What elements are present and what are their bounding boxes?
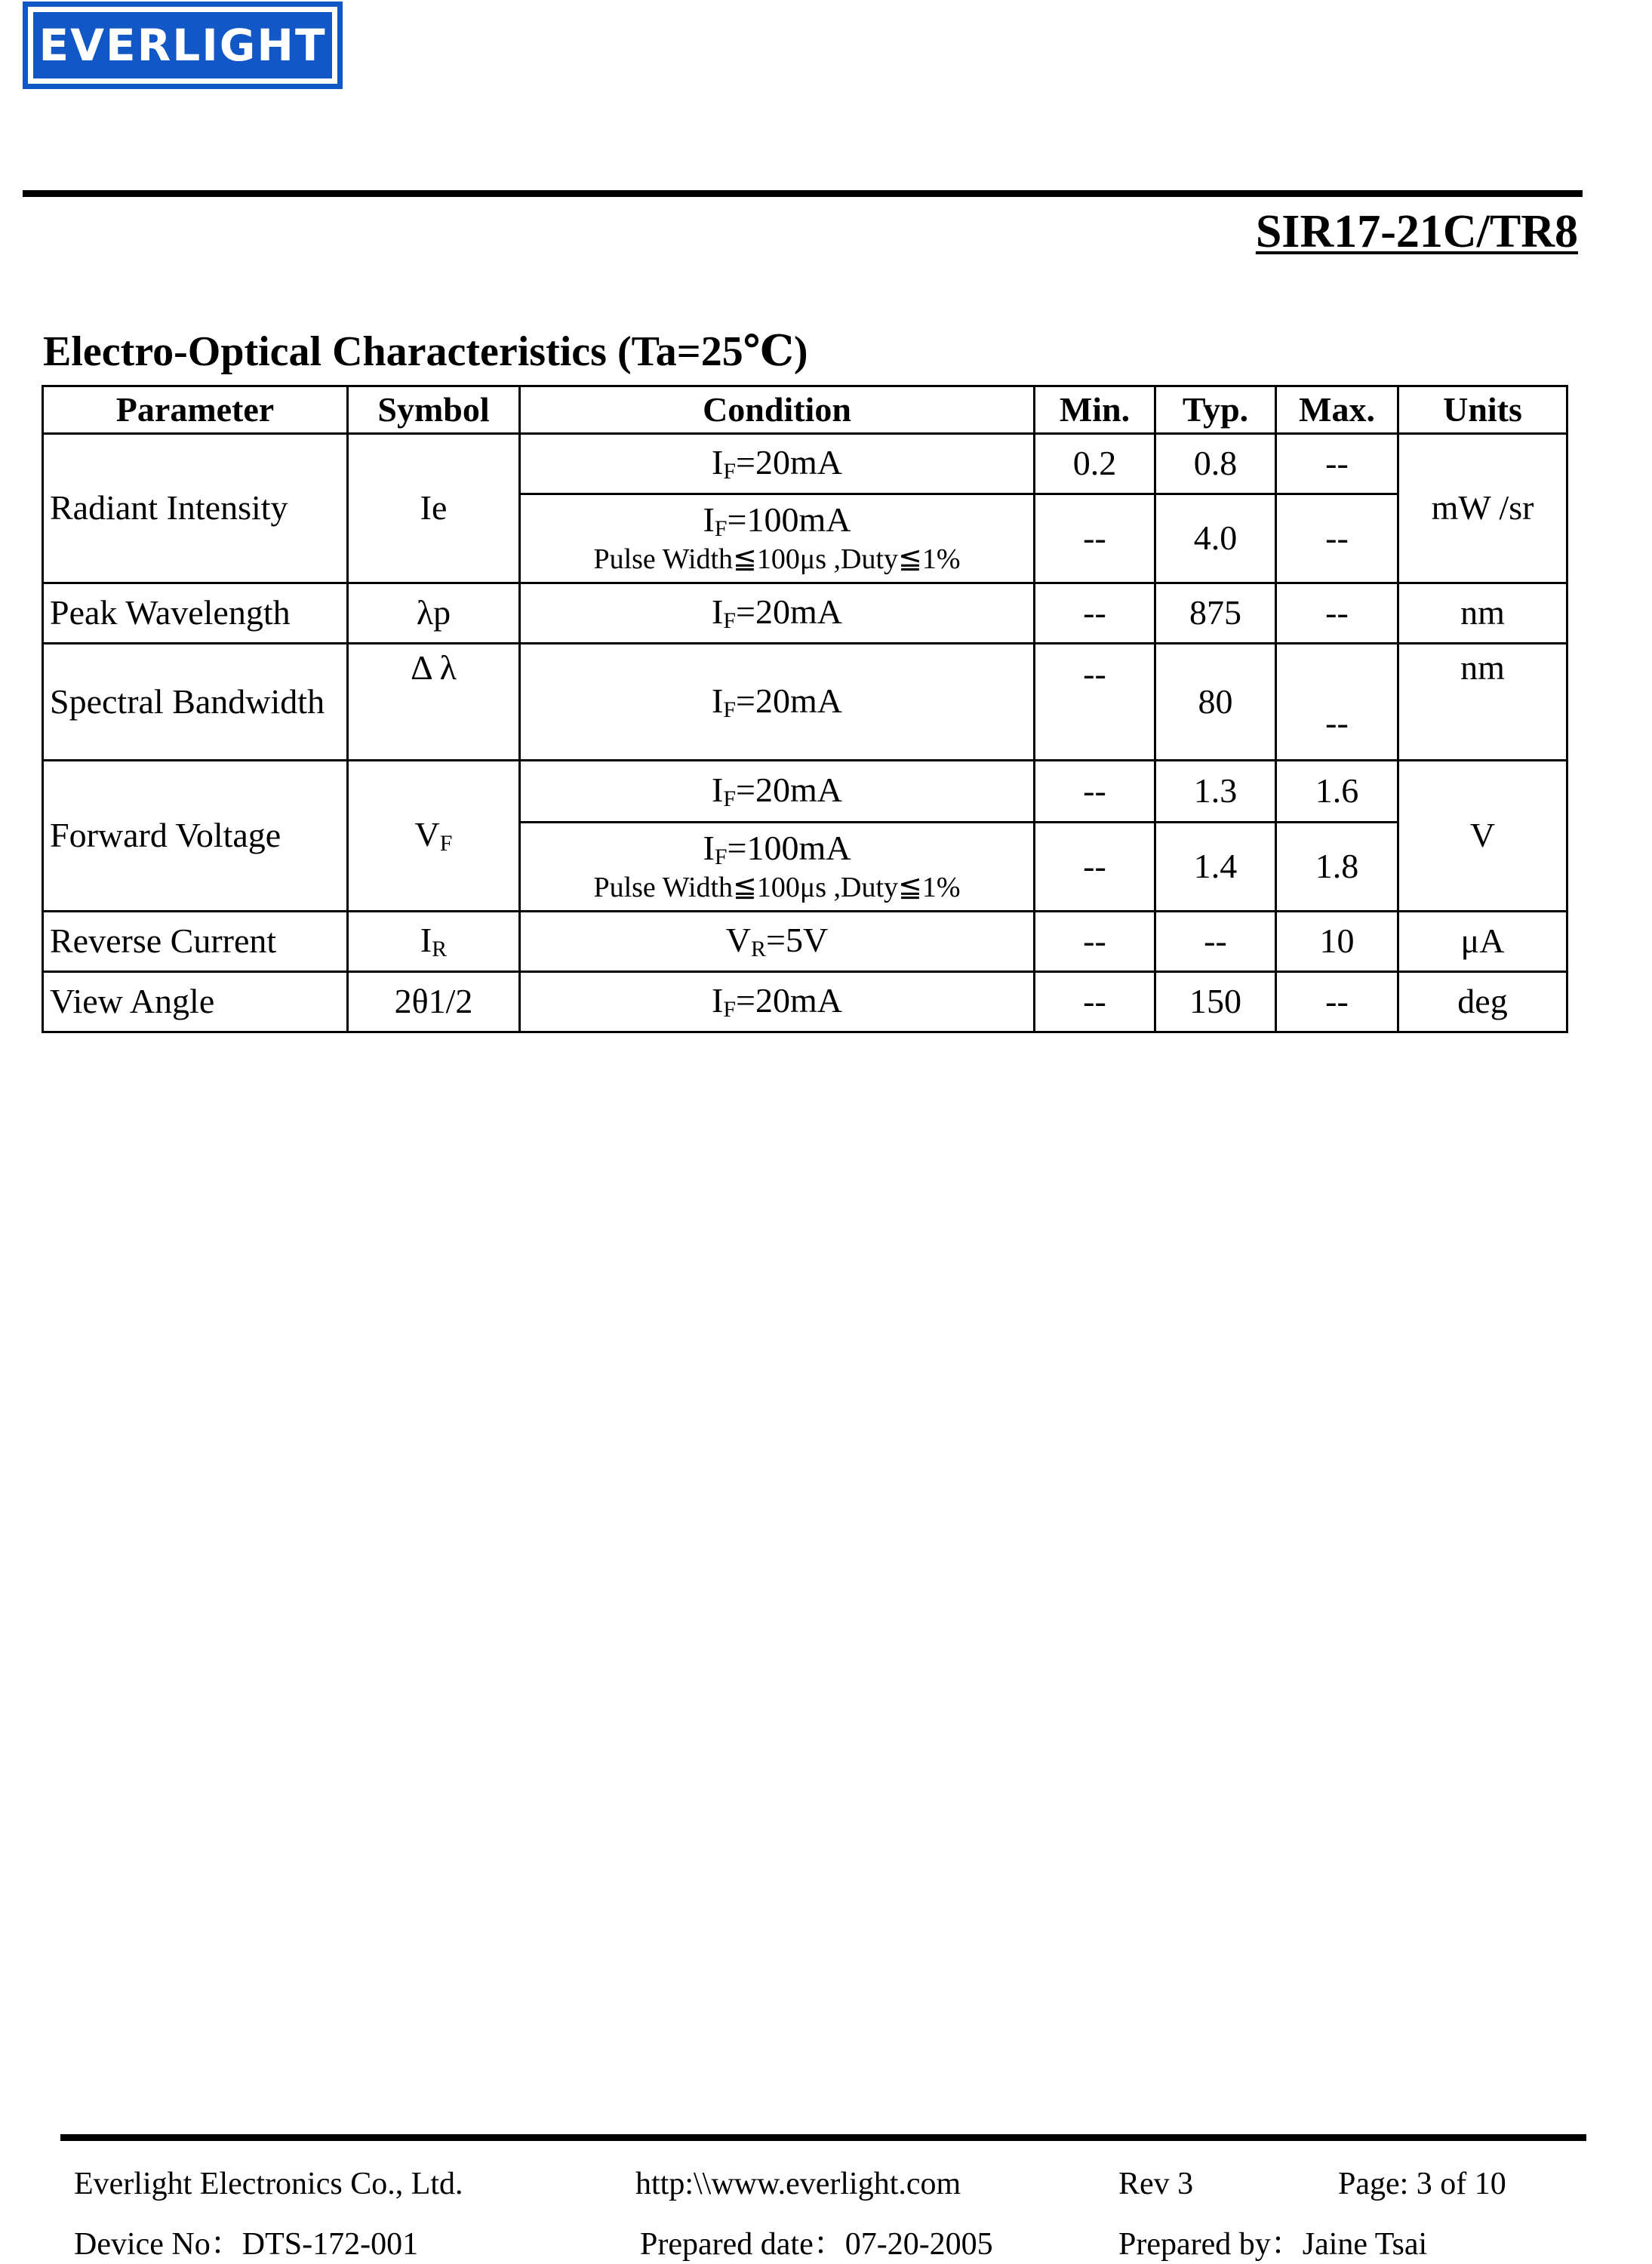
header-parameter: Parameter bbox=[43, 386, 348, 434]
footer-url: http:\\www.everlight.com bbox=[635, 2167, 961, 2201]
everlight-logo bbox=[23, 2, 343, 89]
table-row bbox=[43, 912, 1567, 972]
condition-cell: $I_F=100mA$ Pulse Width≦100μs ,Duty≦1% bbox=[520, 494, 1035, 583]
max-value: 1.8 bbox=[1276, 823, 1398, 912]
characteristics-table bbox=[42, 385, 1568, 1033]
footer-prepared-by: Prepared by：Jaine Tsai bbox=[1118, 2227, 1428, 2262]
min-value: 0.2 bbox=[1035, 434, 1155, 494]
footer-rev: Rev 3 bbox=[1118, 2167, 1194, 2201]
units-value: μA bbox=[1398, 912, 1567, 972]
param-radiant-intensity: Radiant Intensity bbox=[43, 434, 348, 583]
typ-value: 80 bbox=[1155, 644, 1276, 761]
table-row bbox=[43, 761, 1567, 823]
header-rule bbox=[23, 190, 1583, 197]
max-value: -- bbox=[1276, 972, 1398, 1032]
pulse-note: Pulse Width≦100μs ,Duty≦1% bbox=[593, 872, 961, 904]
units-radiant-intensity: mW /sr bbox=[1398, 434, 1567, 583]
footer-prepared-date: Prepared date：07-20-2005 bbox=[640, 2227, 993, 2262]
pulse-note: Pulse Width≦100μs ,Duty≦1% bbox=[593, 543, 961, 576]
condition-cell: $I_F=20mA$ bbox=[520, 644, 1035, 761]
condition-cell: $I_F=20mA$ bbox=[520, 583, 1035, 644]
footer-company: Everlight Electronics Co., Ltd. bbox=[74, 2167, 463, 2201]
max-value: -- bbox=[1276, 644, 1398, 761]
min-value: -- bbox=[1035, 823, 1155, 912]
header-min: Min. bbox=[1035, 386, 1155, 434]
condition-cell: $I_F=100mA$ Pulse Width≦100μs ,Duty≦1% bbox=[520, 823, 1035, 912]
header-units: Units bbox=[1398, 386, 1567, 434]
table-row bbox=[43, 644, 1567, 761]
table-header-row bbox=[43, 386, 1567, 434]
max-value: -- bbox=[1276, 494, 1398, 583]
symbol-forward-voltage: $V_F$ bbox=[348, 761, 520, 912]
units-value: nm bbox=[1398, 644, 1567, 761]
param-view-angle: View Angle bbox=[43, 972, 348, 1032]
typ-value: 1.3 bbox=[1155, 761, 1276, 823]
typ-value: -- bbox=[1155, 912, 1276, 972]
header-symbol: Symbol bbox=[348, 386, 520, 434]
min-value: -- bbox=[1035, 972, 1155, 1032]
header-condition: Condition bbox=[520, 386, 1035, 434]
footer-rule bbox=[60, 2134, 1586, 2141]
condition-cell: $I_F=20mA$ bbox=[520, 972, 1035, 1032]
condition-cell: $I_F=20mA$ bbox=[520, 761, 1035, 823]
condition-cell: $I_F=20mA$ bbox=[520, 434, 1035, 494]
param-reverse-current: Reverse Current bbox=[43, 912, 348, 972]
section-title: Electro-Optical Characteristics (Ta=25℃) bbox=[43, 328, 808, 375]
units-value: deg bbox=[1398, 972, 1567, 1032]
min-value: -- bbox=[1035, 494, 1155, 583]
param-peak-wavelength: Peak Wavelength bbox=[43, 583, 348, 644]
table-row bbox=[43, 434, 1567, 494]
typ-value: 150 bbox=[1155, 972, 1276, 1032]
symbol-view-angle: 2θ1/2 bbox=[348, 972, 520, 1032]
units-forward-voltage: V bbox=[1398, 761, 1567, 912]
param-spectral-bandwidth: Spectral Bandwidth bbox=[43, 644, 348, 761]
typ-value: 1.4 bbox=[1155, 823, 1276, 912]
header-typ: Typ. bbox=[1155, 386, 1276, 434]
typ-value: 875 bbox=[1155, 583, 1276, 644]
max-value: 1.6 bbox=[1276, 761, 1398, 823]
table-row bbox=[43, 972, 1567, 1032]
table-row bbox=[43, 583, 1567, 644]
units-value: nm bbox=[1398, 583, 1567, 644]
symbol-radiant-intensity: Ie bbox=[348, 434, 520, 583]
footer-device-no: Device No：DTS-172-001 bbox=[74, 2227, 419, 2262]
min-value: -- bbox=[1035, 644, 1155, 761]
symbol-spectral-bandwidth: Δ λ bbox=[348, 644, 520, 761]
param-forward-voltage: Forward Voltage bbox=[43, 761, 348, 912]
max-value: -- bbox=[1276, 434, 1398, 494]
min-value: -- bbox=[1035, 761, 1155, 823]
typ-value: 4.0 bbox=[1155, 494, 1276, 583]
typ-value: 0.8 bbox=[1155, 434, 1276, 494]
max-value: -- bbox=[1276, 583, 1398, 644]
max-value: 10 bbox=[1276, 912, 1398, 972]
symbol-reverse-current: $I_R$ bbox=[348, 912, 520, 972]
footer-page: Page: 3 of 10 bbox=[1338, 2167, 1506, 2201]
min-value: -- bbox=[1035, 912, 1155, 972]
min-value: -- bbox=[1035, 583, 1155, 644]
model-number: SIR17-21C/TR8 bbox=[1255, 206, 1578, 257]
header-max: Max. bbox=[1276, 386, 1398, 434]
logo-text: EVERLIGHT bbox=[33, 12, 332, 78]
symbol-peak-wavelength: λp bbox=[348, 583, 520, 644]
condition-cell: $V_R=5V$ bbox=[520, 912, 1035, 972]
